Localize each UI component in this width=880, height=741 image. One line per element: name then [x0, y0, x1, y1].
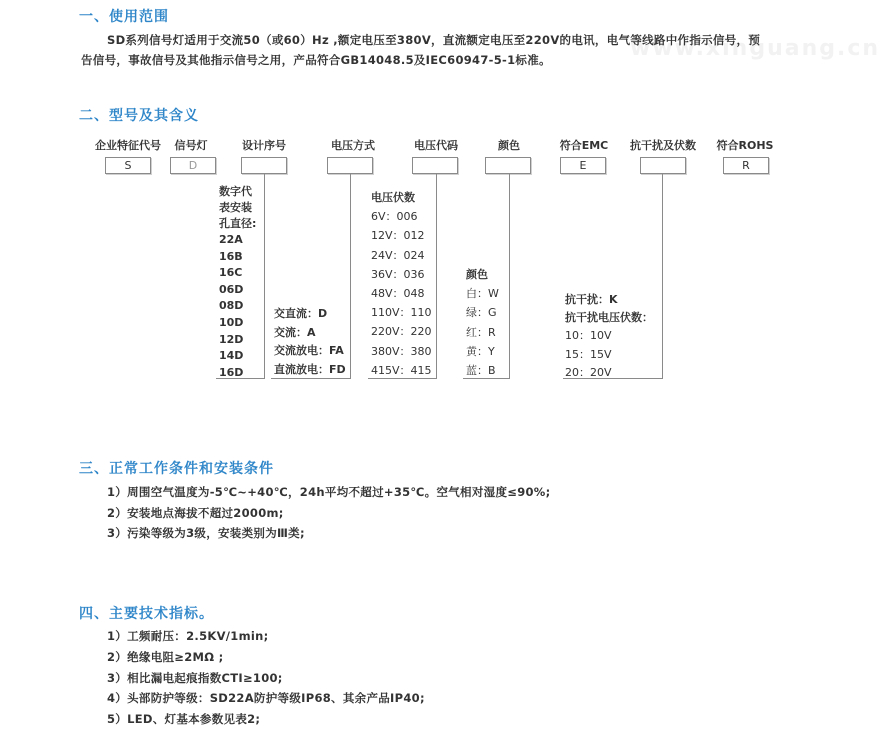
field-box-signal-lamp: D [170, 157, 216, 174]
voltage-code-item: 24V：024 [371, 248, 425, 262]
field-label-design-number: 设计序号 [242, 139, 286, 152]
field-label-rohs: 符合ROHS [716, 139, 774, 152]
voltage-code-item: 6V：006 [371, 210, 418, 224]
design-code-item: 14D [219, 349, 244, 363]
voltage-code-item: 380V：380 [371, 344, 432, 358]
design-code-item: 16D [219, 365, 244, 379]
color-item: 红：R [466, 325, 496, 339]
connector-design-number [264, 174, 265, 378]
section-2-title: 二、型号及其含义 [79, 108, 199, 124]
voltage-codes-heading: 电压伏数 [371, 191, 415, 204]
interference-item: 抗干扰：K [565, 293, 618, 306]
design-code-item: 16B [219, 249, 243, 263]
design-code-item: 16C [219, 266, 243, 280]
condition-item: 1）周围空气温度为-5℃~+40℃，24h平均不超过+35℃。空气相对湿度≤90%; [107, 485, 551, 499]
field-box-rohs: R [723, 157, 769, 174]
voltage-code-item: 220V：220 [371, 325, 432, 339]
spec-item: 4）头部防护等级：SD22A防护等级IP68、其余产品IP40; [107, 691, 425, 706]
field-box-interference [640, 157, 686, 174]
voltage-modes-list [274, 305, 346, 379]
colors-heading: 颜色 [466, 268, 488, 281]
interference-item: 10：10V [565, 329, 612, 343]
design-codes-heading-3: 孔直径: [219, 217, 257, 230]
interference-item: 抗干扰电压伏数： [565, 311, 653, 325]
field-box-enterprise-code: S [105, 157, 151, 174]
field-label-voltage-mode: 电压方式 [331, 139, 375, 152]
section-1-line-2: 告信号，事故信号及其他指示信号之用，产品符合GB14048.5及IEC60947-5-1标准。 [81, 53, 551, 67]
design-code-item: 22A [219, 233, 243, 246]
color-item: 绿：G [466, 306, 497, 320]
field-label-enterprise-code: 企业特征代号 [95, 139, 161, 152]
design-code-item: 12D [219, 332, 244, 346]
spec-item: 3）相比漏电起痕指数CTI≥100; [107, 670, 283, 685]
section-1-title: 一、使用范围 [79, 9, 169, 25]
connector-voltage-mode [350, 174, 351, 378]
condition-item: 3）污染等级为3级，安装类别为Ⅲ类; [107, 526, 305, 540]
field-label-emc: 符合EMC [559, 139, 609, 152]
design-code-item: 08D [219, 299, 244, 313]
color-item: 黄：Y [466, 344, 495, 358]
field-label-interference: 抗干扰及伏数 [630, 139, 696, 152]
section-3-title: 三、正常工作条件和安装条件 [79, 461, 274, 477]
voltage-code-item: 12V：012 [371, 229, 425, 243]
voltage-mode-item: 直流放电：FD [274, 362, 346, 376]
spec-item: 5）LED、灯基本参数见表2; [107, 712, 261, 727]
section-4-title: 四、主要技术指标。 [79, 606, 214, 622]
section-1-line-1: SD系列信号灯适用于交流50（或60）Hz ,额定电压至380V，直流额定电压至220V的电讯，电气等线路中作指示信号，预 [107, 33, 761, 47]
voltage-mode-item: 交流放电：FA [274, 344, 344, 357]
connector-color [509, 174, 510, 378]
interference-list [565, 291, 653, 382]
field-box-voltage-code [412, 157, 458, 174]
colors-list [466, 265, 499, 380]
voltage-code-item: 110V：110 [371, 306, 432, 320]
condition-item: 2）安装地点海拔不超过2000m; [107, 505, 284, 520]
section-4-list [107, 626, 425, 730]
voltage-mode-item: 交流：A [274, 325, 316, 339]
voltage-code-item: 48V：048 [371, 287, 425, 301]
field-box-design-number [241, 157, 287, 174]
voltage-code-item: 36V：036 [371, 267, 425, 281]
field-label-voltage-code: 电压代码 [414, 139, 458, 152]
field-label-signal-lamp: 信号灯 [174, 139, 208, 152]
voltage-mode-item: 交直流：D [274, 307, 328, 320]
field-box-voltage-mode [327, 157, 373, 174]
field-label-color: 颜色 [498, 139, 520, 152]
color-item: 白：W [466, 287, 499, 301]
design-codes-heading-1: 数字代 [219, 185, 252, 198]
voltage-code-item: 415V：415 [371, 363, 432, 377]
section-3-list [107, 482, 551, 544]
connector-voltage-code [436, 174, 437, 378]
design-code-item: 06D [219, 282, 244, 296]
spec-item: 2）绝缘电阻≥2MΩ ; [107, 649, 224, 664]
design-codes-heading-2: 表安装 [219, 201, 252, 214]
spec-item: 1）工频耐压：2.5KV/1min; [107, 629, 269, 643]
voltage-codes-list [371, 188, 432, 380]
field-box-emc: E [560, 157, 606, 174]
design-codes-list [219, 184, 256, 381]
interference-item: 15：15V [565, 347, 612, 361]
field-box-color [485, 157, 531, 174]
interference-item: 20：20V [565, 365, 612, 379]
design-code-item: 10D [219, 315, 244, 329]
color-item: 蓝：B [466, 364, 496, 378]
watermark: www.xinguang.cn [630, 36, 880, 61]
connector-interference [662, 174, 663, 378]
